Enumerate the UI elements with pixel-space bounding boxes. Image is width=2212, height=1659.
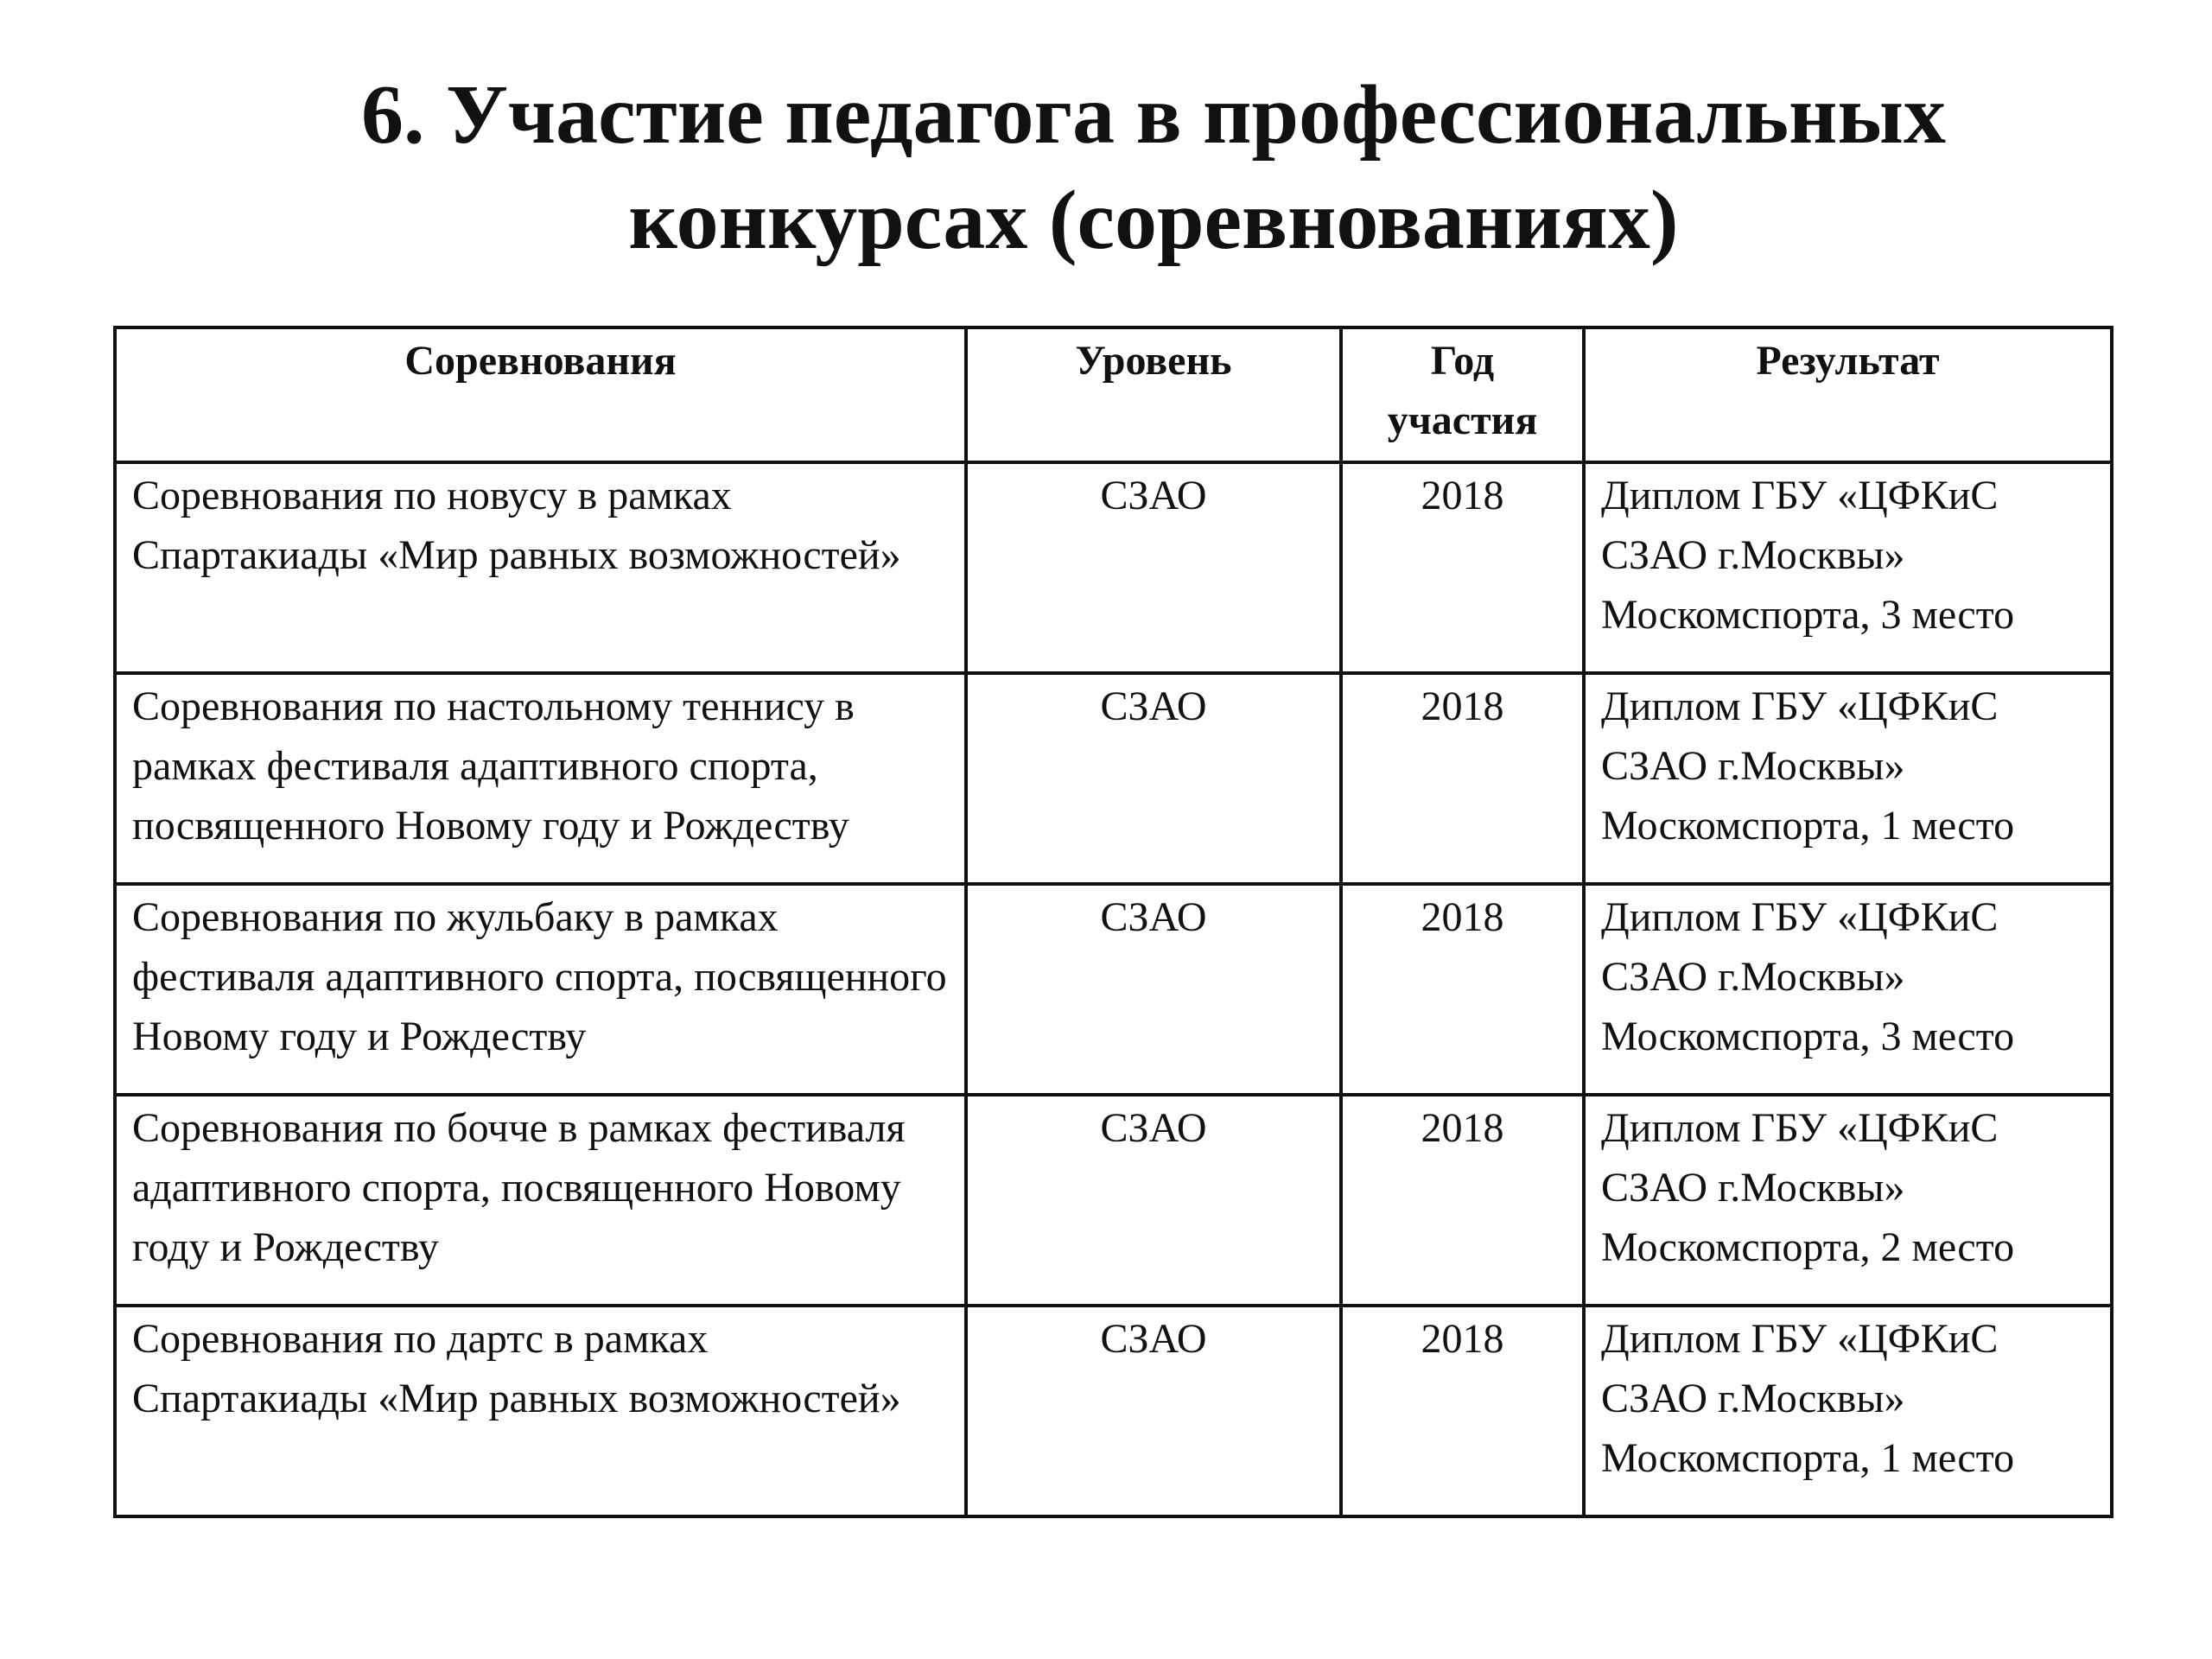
cell-level: СЗАО [966, 884, 1341, 1095]
table-row [115, 462, 2112, 673]
cell-year: 2018 [1341, 673, 1584, 884]
cell-year: 2018 [1341, 884, 1584, 1095]
cell-result: Диплом ГБУ «ЦФКиС СЗАО г.Москвы» Москомспорта, 3 место [1584, 462, 2112, 673]
cell-competition: Соревнования по настольному теннису в рамках фестиваля адаптивного спорта, посвященного Новому году и Рождеству [115, 673, 966, 884]
slide-title-line-1: 6. Участие педагога в профессиональных [360, 68, 1947, 162]
slide-title [259, 62, 2048, 273]
table-row [115, 1306, 2112, 1516]
cell-level: СЗАО [966, 462, 1341, 673]
cell-competition: Соревнования по бочче в рамках фестиваля адаптивного спорта, посвященного Новому году и Рождеству [115, 1095, 966, 1306]
cell-year: 2018 [1341, 462, 1584, 673]
cell-level: СЗАО [966, 673, 1341, 884]
table-header-row [115, 327, 2112, 462]
table-row [115, 673, 2112, 884]
table-row [115, 884, 2112, 1095]
header-competition: Соревнования [115, 327, 966, 462]
cell-level: СЗАО [966, 1095, 1341, 1306]
cell-result: Диплом ГБУ «ЦФКиС СЗАО г.Москвы» Москомспорта, 1 место [1584, 1306, 2112, 1516]
table-row [115, 1095, 2112, 1306]
cell-competition: Соревнования по дартс в рамках Спартакиады «Мир равных возможностей» [115, 1306, 966, 1516]
cell-year: 2018 [1341, 1095, 1584, 1306]
header-level: Уровень [966, 327, 1341, 462]
cell-result: Диплом ГБУ «ЦФКиС СЗАО г.Москвы» Москомспорта, 1 место [1584, 673, 2112, 884]
cell-competition: Соревнования по новусу в рамках Спартакиады «Мир равных возможностей» [115, 462, 966, 673]
competitions-table [113, 326, 2113, 1518]
cell-competition: Соревнования по жульбаку в рамках фестиваля адаптивного спорта, посвященного Новому году и Рождеству [115, 884, 966, 1095]
slide-title-line-2: конкурсах (соревнованиях) [628, 174, 1679, 267]
cell-result: Диплом ГБУ «ЦФКиС СЗАО г.Москвы» Москомспорта, 2 место [1584, 1095, 2112, 1306]
cell-result: Диплом ГБУ «ЦФКиС СЗАО г.Москвы» Москомспорта, 3 место [1584, 884, 2112, 1095]
cell-year: 2018 [1341, 1306, 1584, 1516]
cell-level: СЗАО [966, 1306, 1341, 1516]
header-year: Год участия [1341, 327, 1584, 462]
header-result: Результат [1584, 327, 2112, 462]
